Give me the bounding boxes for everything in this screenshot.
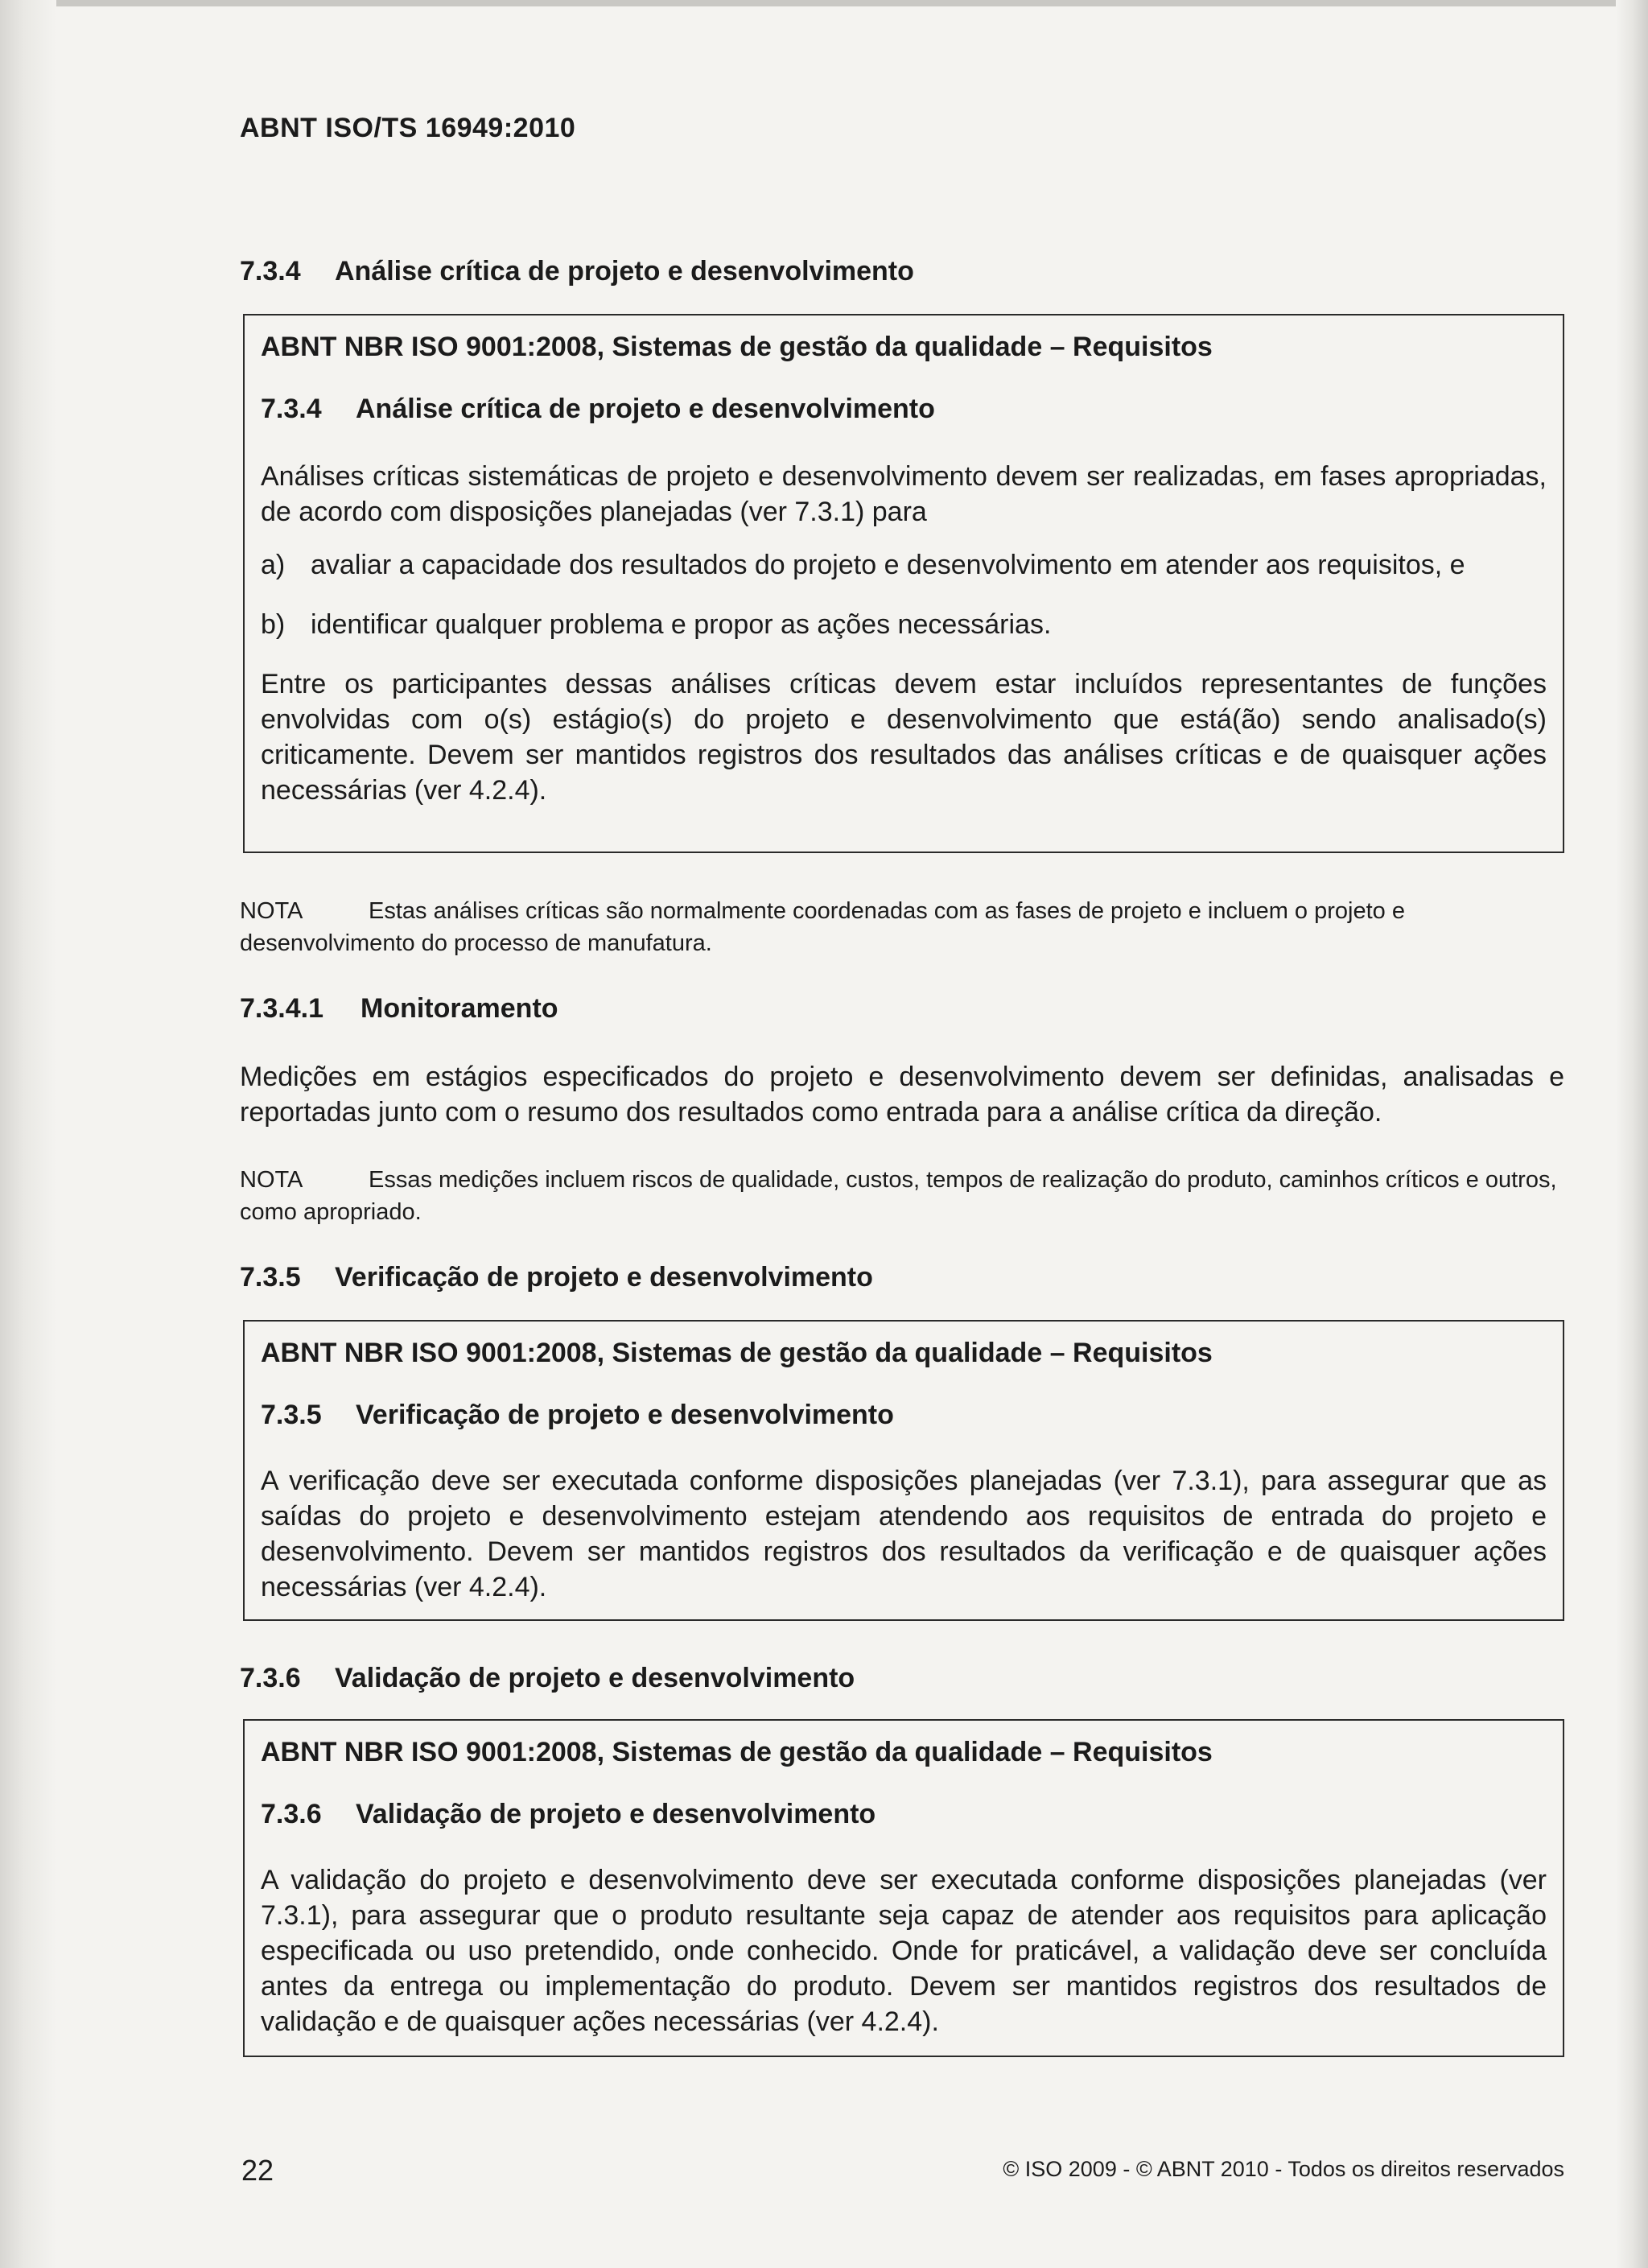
copyright-notice: © ISO 2009 - © ABNT 2010 - Todos os direitos reservados	[1003, 2157, 1564, 2181]
note-7-3-4	[240, 895, 1564, 959]
section-title: Análise crítica de projeto e desenvolvimento	[335, 256, 914, 287]
section-heading-7-3-6	[240, 1663, 855, 1694]
list-item	[261, 607, 1547, 642]
box-paragraph: Análises críticas sistemáticas de projeto e desenvolvimento devem ser realizadas, em fases apropriadas, de acordo com disposições planejadas (ver 7.3.1) para	[261, 461, 1547, 527]
list-item	[261, 547, 1547, 583]
page-spine-shadow	[0, 0, 56, 2268]
box-subheading-title: Validação de projeto e desenvolvimento	[356, 1799, 876, 1829]
section-number: 7.3.4.1	[240, 993, 323, 1024]
note-text: Estas análises críticas são normalmente coordenadas com as fases de projeto e incluem o projeto e desenvolvimento do processo de manufatura.	[240, 898, 1405, 956]
document-header: ABNT ISO/TS 16949:2010	[240, 113, 576, 143]
section-title: Verificação de projeto e desenvolvimento	[335, 1262, 873, 1293]
page-number: 22	[241, 2154, 274, 2187]
section-number: 7.3.5	[240, 1262, 301, 1293]
note-7-3-4-1	[240, 1164, 1564, 1228]
paragraph-monitoramento: Medições em estágios especificados do projeto e desenvolvimento devem ser definidas, analisadas e reportadas junto com o resumo dos resultados como entrada para a análise crítica da direção.	[240, 1062, 1564, 1128]
section-heading-7-3-5	[240, 1262, 873, 1293]
box-title: ABNT NBR ISO 9001:2008, Sistemas de gestão da qualidade – Requisitos	[261, 332, 1213, 362]
box-subheading-number: 7.3.4	[261, 394, 322, 424]
list-text: identificar qualquer problema e propor as ações necessárias.	[311, 609, 1052, 640]
box-title: ABNT NBR ISO 9001:2008, Sistemas de gestão da qualidade – Requisitos	[261, 1338, 1213, 1368]
list-text: avaliar a capacidade dos resultados do projeto e desenvolvimento em atender aos requisitos, e	[311, 550, 1465, 580]
box-title: ABNT NBR ISO 9001:2008, Sistemas de gestão da qualidade – Requisitos	[261, 1737, 1213, 1767]
box-subheading-number: 7.3.5	[261, 1400, 322, 1430]
note-label: NOTA	[240, 1167, 303, 1193]
section-heading-7-3-4	[240, 256, 914, 287]
box-paragraph: Entre os participantes dessas análises críticas devem estar incluídos representantes de funções envolvidas com o(s) estágio(s) do projeto e desenvolvimento que está(ão) sendo analisado(s) criticamente. Devem ser mantidos registros dos resultados das análises críticas e de quaisquer ações necessárias (ver 4.2.4).	[261, 669, 1547, 806]
box-subheading	[261, 1400, 1547, 1431]
box-subheading-title: Análise crítica de projeto e desenvolvimento	[356, 394, 935, 424]
box-subheading	[261, 1799, 1547, 1830]
section-title: Validação de projeto e desenvolvimento	[335, 1663, 855, 1693]
page-edge-shadow	[1616, 0, 1648, 2268]
box-subheading	[261, 394, 1547, 425]
note-label: NOTA	[240, 898, 303, 924]
quoted-requirement-box-7-3-5	[243, 1320, 1564, 1621]
section-number: 7.3.4	[240, 256, 301, 287]
page-top-edge	[0, 0, 1648, 6]
note-text: Essas medições incluem riscos de qualidade, custos, tempos de realização do produto, caminhos críticos e outros, como apropriado.	[240, 1167, 1557, 1225]
quoted-requirement-box-7-3-4	[243, 314, 1564, 853]
section-heading-7-3-4-1	[240, 993, 558, 1025]
list-marker: a)	[261, 550, 286, 580]
quoted-requirement-box-7-3-6	[243, 1719, 1564, 2057]
box-subheading-number: 7.3.6	[261, 1799, 322, 1829]
section-title: Monitoramento	[360, 993, 558, 1024]
box-subheading-title: Verificação de projeto e desenvolvimento	[356, 1400, 894, 1430]
box-paragraph: A verificação deve ser executada conforme disposições planejadas (ver 7.3.1), para assegurar que as saídas do projeto e desenvolvimento estejam atendendo aos requisitos de entrada do projeto e desenvolvimento. Devem ser mantidos registros dos resultados da verificação e de quaisquer ações necessárias (ver 4.2.4).	[261, 1466, 1547, 1602]
section-number: 7.3.6	[240, 1663, 301, 1693]
list-marker: b)	[261, 609, 286, 640]
box-paragraph: A validação do projeto e desenvolvimento deve ser executada conforme disposições planejadas (ver 7.3.1), para assegurar que o produto resultante seja capaz de atender aos requisitos para aplicação especificada ou uso pretendido, onde conhecido. Onde for praticável, a validação deve ser concluída antes da entrega ou implementação do produto. Devem ser mantidos registros dos resultados de validação e de quaisquer ações necessárias (ver 4.2.4).	[261, 1865, 1547, 2037]
